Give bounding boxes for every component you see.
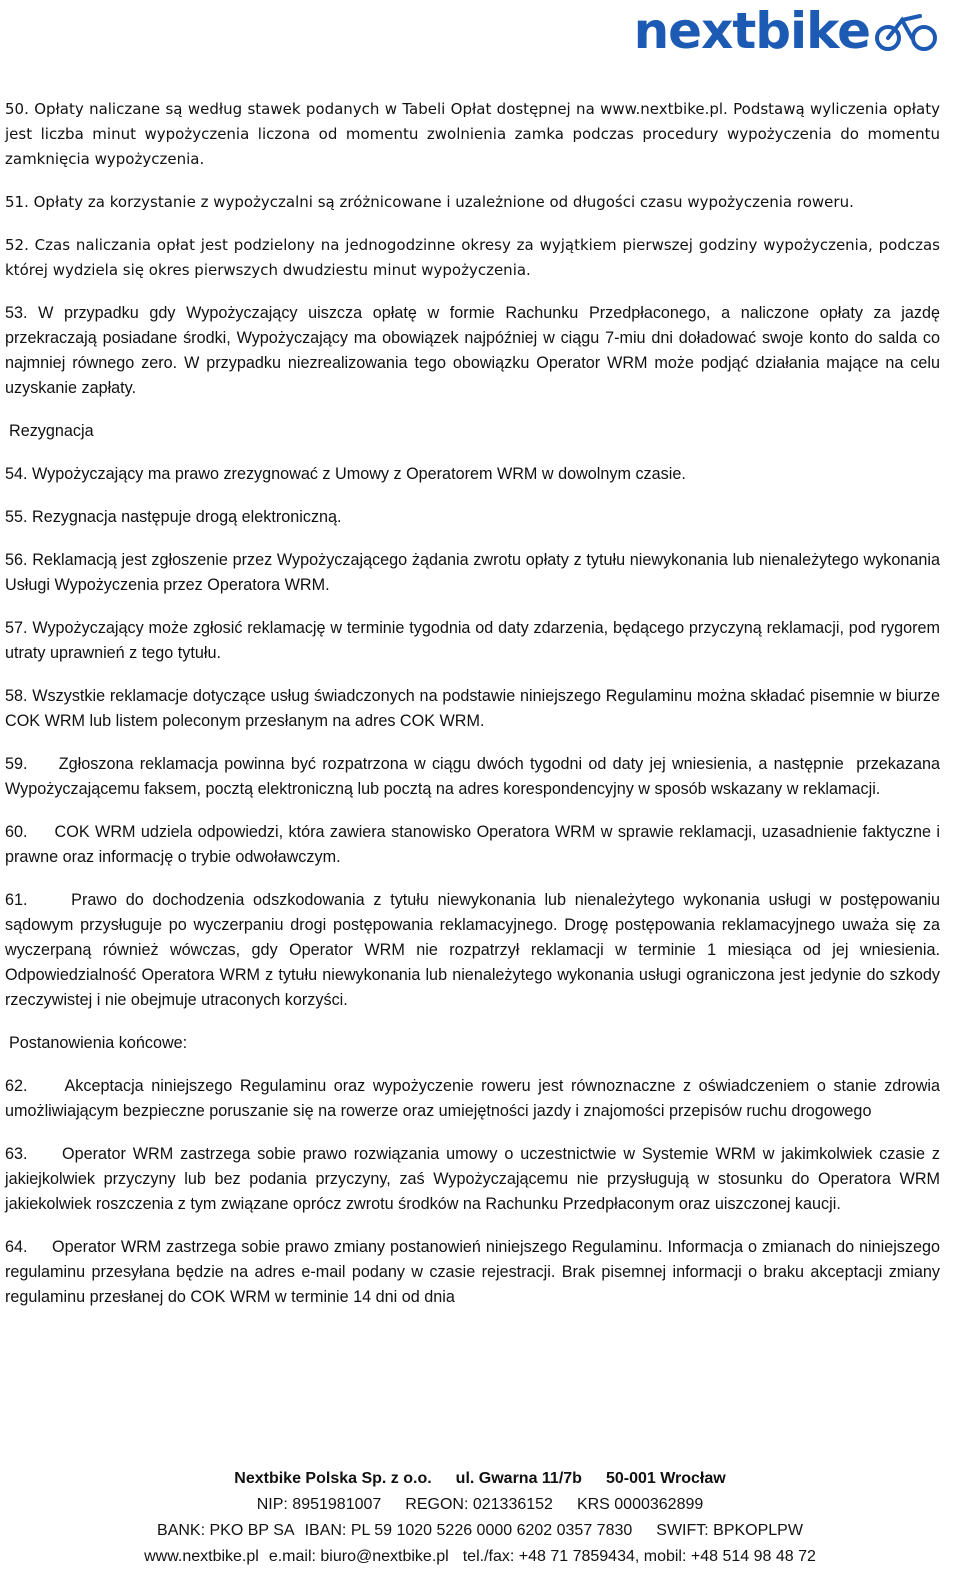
paragraph-51: 51. Opłaty za korzystanie z wypożyczalni są zróżnicowane i uzależnione od długości czasu wypożyczenia roweru. [5,193,854,211]
paragraph-60: 60. COK WRM udziela odpowiedzi, która zawiera stanowisko Operatora WRM w sprawie reklamacji, uzasadnienie faktyczne i prawne oraz informację o trybie odwoławczym. [5,823,945,866]
paragraph-62: 62. Akceptacja niniejszego Regulaminu oraz wypożyczenie roweru jest równoznaczne z oświadczeniem o stanie zdrowia umożliwiającym bezpieczne poruszanie się na rowerze oraz umiejętności jazdy i znajomości przepisów ruchu drogowego [5,1077,945,1120]
nextbike-logo [634,4,938,58]
paragraph-58: 58. Wszystkie reklamacje dotyczące usług świadczonych na podstawie niniejszego Regulaminu można składać pisemnie w biurze COK WRM lub listem poleconym przesłanym na adres COK WRM. [5,687,940,730]
footer-iban: IBAN: PL 59 1020 5226 0000 6202 0357 7830 [304,1522,633,1539]
paragraph-54: 54. Wypożyczający ma prawo zrezygnować z Umowy z Operatorem WRM w dowolnym czasie. [5,465,686,483]
paragraph-61: 61. Prawo do dochodzenia odszkodowania z tytułu niewykonania lub nienależytego wykonania usługi w postępowaniu sądowym przysługuje po wyczerpaniu drogi postępowania reklamacyjnego. Drogę postępowania reklamacyjnego uważa się za wyczerpaną również wówczas, gdy Operator WRM nie rozpatrzył reklamacji w terminie 1 miesiąca od jej wniesienia. Odpowiedzialność Operatora WRM z tytułu niewykonania lub nienależytego wykonania usługi ograniczona jest jedynie do szkody rzeczywistej i nie obejmuje utraconych korzyści. [5,891,945,1009]
paragraph-59: 59. Zgłoszona reklamacja powinna być rozpatrzona w ciągu dwóch tygodni od daty jej wniesienia, a następnie przekazana Wypożyczającemu faksem, pocztą elektroniczną lub pocztą na adres korespondencyjny w sposób wskazany w reklamacji. [5,755,945,798]
footer-bank-line [0,1518,960,1544]
paragraph-63: 63. Operator WRM zastrzega sobie prawo rozwiązania umowy o uczestnictwie w Systemie WRM w jakimkolwiek czasie z jakiejkolwiek przyczyny lub bez podania przyczyny, zaś Wypożyczającemu nie przysługują w stosunku do Operatora WRM jakiekolwiek roszczenia z tym związane oprócz zwrotu środków na Rachunku Przedpłaconym oraz uiszczonej kaucji. [5,1145,945,1213]
footer-phone: tel./fax: +48 71 7859434, mobil: +48 514 98 48 72 [462,1548,816,1565]
footer-street: ul. Gwarna 11/7b [455,1470,582,1487]
footer-nip: NIP: 8951981007 [256,1496,382,1513]
footer-email-link[interactable]: e.mail: biuro@nextbike.pl [268,1548,449,1565]
footer-web-link[interactable]: www.nextbike.pl [144,1548,259,1565]
footer-regon: REGON: 021336152 [405,1496,553,1513]
footer-city: 50-001 Wrocław [605,1470,726,1487]
footer-swift: SWIFT: BPKOPLPW [656,1522,803,1539]
regulations-document [5,97,945,1328]
bike-icon [874,12,938,52]
logo-wordmark: nextbike [633,2,870,60]
company-footer [0,1466,960,1570]
footer-bank: BANK: PKO BP SA [157,1522,295,1539]
footer-registration-line [0,1492,960,1518]
paragraph-52: 52. Czas naliczania opłat jest podzielony na jednogodzinne okresy za wyjątkiem pierwszej godziny wypożyczenia, podczas której wydziela się okres pierwszych dwudziestu minut wypożyczenia. [5,236,940,279]
footer-krs: KRS 0000362899 [576,1496,704,1513]
paragraph-53: 53. W przypadku gdy Wypożyczający uiszcza opłatę w formie Rachunku Przedpłaconego, a naliczone opłaty za jazdę przekraczają posiadane środki, Wypożyczający ma obowiązek najpóźniej w ciągu 7-miu dni doładować swoje konto do salda co najmniej równego zero. W przypadku niezrealizowania tego obowiązku Operator WRM może podjąć działania mające na celu uzyskanie zapłaty. [5,304,940,397]
paragraph-55: 55. Rezygnacja następuje drogą elektroniczną. [5,508,342,526]
paragraph-50: 50. Opłaty naliczane są według stawek podanych w Tabeli Opłat dostępnej na www.nextbike.pl. Podstawą wyliczenia opłaty jest liczba minut wypożyczenia liczona od momentu zwolnienia zamka podczas procedury wypożyczenia do momentu zamknięcia wypożyczenia. [5,100,940,168]
paragraph-64: 64. Operator WRM zastrzega sobie prawo zmiany postanowień niniejszego Regulaminu. Informacja o zmianach do niniejszego regulaminu przesyłana będzie na adres e-mail podany w czasie rejestracji. Brak pisemnej informacji o braku akceptacji zmiany regulaminu przesłanej do COK WRM w terminie 14 dni od dnia [5,1238,945,1306]
footer-contact-line [0,1544,960,1570]
paragraph-57: 57. Wypożyczający może zgłosić reklamację w terminie tygodnia od daty zdarzenia, będącego przyczyną reklamacji, pod rygorem utraty uprawnień z tego tytułu. [5,619,940,662]
section-heading-postanowienia: Postanowienia końcowe: [9,1034,188,1052]
section-heading-rezygnacja: Rezygnacja [9,422,94,440]
footer-address-line [0,1466,960,1492]
paragraph-56: 56. Reklamacją jest zgłoszenie przez Wypożyczającego żądania zwrotu opłaty z tytułu niewykonania lub nienależytego wykonania Usługi Wypożyczenia przez Operatora WRM. [5,551,940,594]
footer-company: Nextbike Polska Sp. z o.o. [234,1470,432,1487]
